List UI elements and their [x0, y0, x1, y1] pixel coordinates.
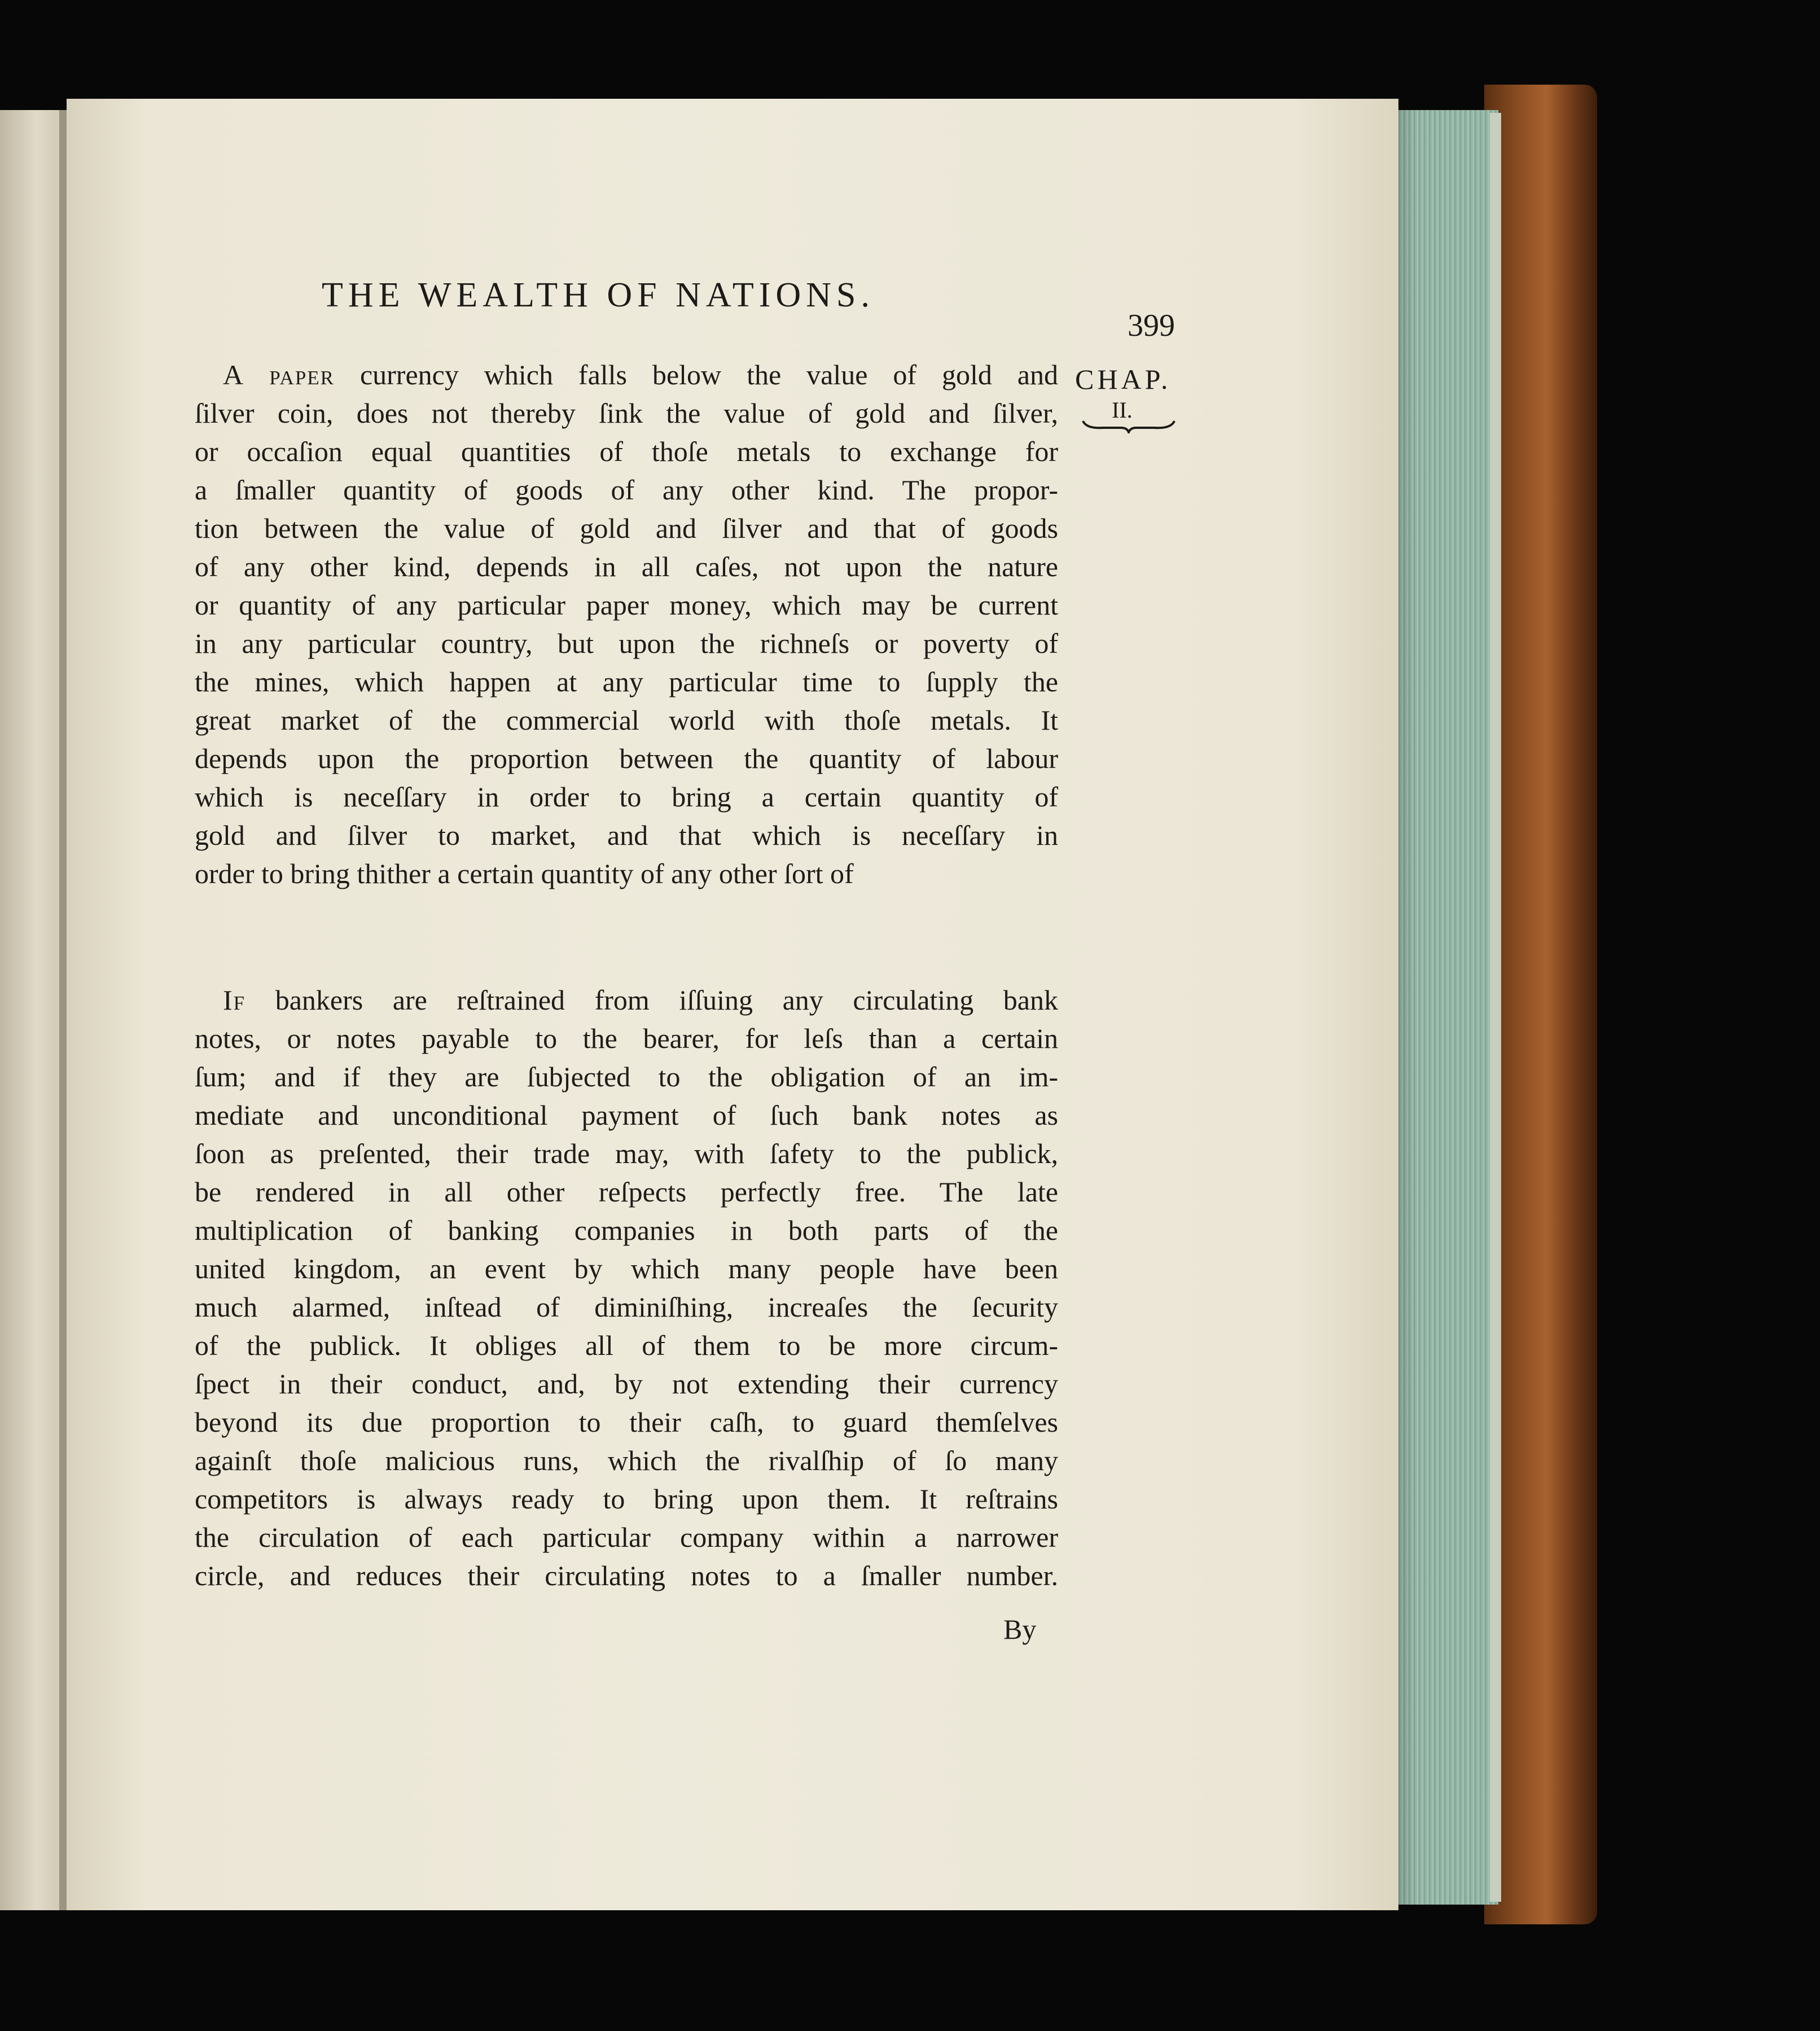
paragraph-2-line: ſpect in their conduct, and, by not extending their currency	[195, 1368, 1058, 1400]
paragraph-1-lead: A paper	[223, 359, 335, 391]
paragraph-1-line: which is neceſſary in order to bring a certain quantity of	[195, 781, 1058, 813]
margin-chap-label: CHAP.	[1075, 363, 1172, 395]
paragraph-1-first-line-text: currency which falls below the value of gold and	[359, 359, 1058, 391]
paragraph-1-line: or quantity of any particular paper money, which may be current	[195, 589, 1058, 621]
paragraph-1	[195, 356, 1058, 893]
paragraph-1-line: of any other kind, depends in all caſes, not upon the nature	[195, 551, 1058, 582]
margin-chap-number: II.	[1112, 397, 1133, 423]
paragraph-2-line: be rendered in all other reſpects perfectly free. The late	[195, 1176, 1058, 1208]
paragraph-1-line-1	[195, 356, 1058, 394]
paragraph-1-line: tion between the value of gold and ſilver and that of goods	[195, 512, 1058, 544]
paragraph-2-line: the circulation of each particular company within a narrower	[195, 1521, 1058, 1553]
paragraph-2	[195, 981, 1058, 1595]
paragraph-1-line: the mines, which happen at any particular time to ſupply the	[195, 666, 1058, 698]
margin-brace-icon	[1081, 416, 1177, 433]
facing-page-edge	[0, 110, 67, 1910]
paragraph-2-line: united kingdom, an event by which many people have been	[195, 1253, 1058, 1284]
paragraph-2-lead: If	[223, 984, 246, 1016]
paragraph-2-line: mediate and unconditional payment of ſuch bank notes as	[195, 1099, 1058, 1131]
leather-cover	[1484, 85, 1597, 1924]
paragraph-2-line: multiplication of banking companies in both parts of the	[195, 1214, 1058, 1246]
page-block-outer-edge	[1490, 113, 1501, 1902]
paragraph-1-line: in any particular country, but upon the richneſs or poverty of	[195, 628, 1058, 659]
paragraph-1-line: or occaſion equal quantities of thoſe metals to exchange for	[195, 436, 1058, 467]
paragraph-2-first-line-text: bankers are reſtrained from iſſuing any circulating bank	[275, 984, 1058, 1016]
paragraph-2-line: much alarmed, inſtead of diminiſhing, increaſes the ſecurity	[195, 1291, 1058, 1323]
paragraph-2-line: notes, or notes payable to the bearer, for leſs than a certain	[195, 1023, 1058, 1054]
paragraph-2-line: beyond its due proportion to their caſh, to guard themſelves	[195, 1406, 1058, 1438]
paragraph-1-line: depends upon the proportion between the quantity of labour	[195, 743, 1058, 774]
catchword: By	[1003, 1613, 1037, 1645]
paragraph-1-line: a ſmaller quantity of goods of any other kind. The propor-	[195, 474, 1058, 506]
paragraph-2-line: competitors is always ready to bring upon them. It reſtrains	[195, 1483, 1058, 1515]
paragraph-2-line: circle, and reduces their circulating notes to a ſmaller number.	[195, 1560, 1058, 1591]
paragraph-2-line: of the publick. It obliges all of them to be more circum-	[195, 1330, 1058, 1361]
running-head: THE WEALTH OF NATIONS.	[322, 276, 875, 314]
paragraph-1-line: gold and ſilver to market, and that which is neceſſary in	[195, 819, 1058, 851]
paragraph-1-line: great market of the commercial world with thoſe metals. It	[195, 704, 1058, 736]
page-number: 399	[1128, 308, 1175, 343]
paragraph-1-line: ſilver coin, does not thereby ſink the value of gold and ſilver,	[195, 397, 1058, 429]
paragraph-1-line: order to bring thither a certain quantity of any other ſort of	[195, 858, 854, 889]
paragraph-2-line: ſum; and if they are ſubjected to the obligation of an im-	[195, 1061, 1058, 1093]
paragraph-2-line-1	[195, 981, 1058, 1019]
paragraph-2-line: againſt thoſe malicious runs, which the rivalſhip of ſo many	[195, 1445, 1058, 1476]
paragraph-2-line: ſoon as preſented, their trade may, with ſafety to the publick,	[195, 1138, 1058, 1169]
